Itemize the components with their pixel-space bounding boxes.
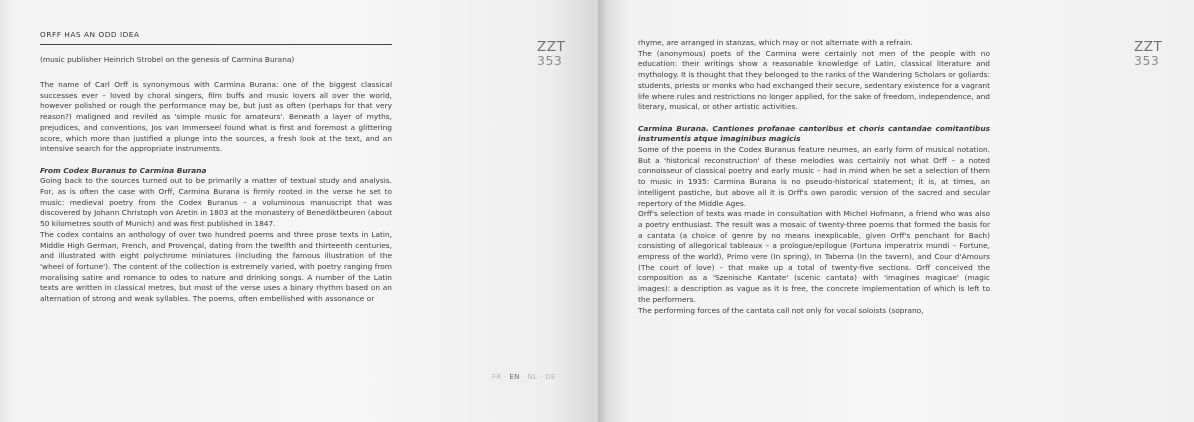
subtitle: (music publisher Heinrich Strobel on the genesis of Carmina Burana) bbox=[40, 55, 295, 64]
paragraph-poets: The (anonymous) poets of the Carmina were certainly not men of the people with no education: their writings show a reasonable knowledge of Latin, classical literature and mythology. It is thought that they belonged to the ranks of the Wandering Scholars or goliards: students, priests or monks who had exchanged their secure, sedentary existence for a vagrant life where rules and restrictions no longer applied, for the sake of freedom, independence, and literary, musical, or other artistic activities. bbox=[638, 48, 990, 112]
right-page bbox=[598, 0, 1194, 422]
catalog-label bbox=[1134, 40, 1162, 68]
lang-separator: - bbox=[537, 373, 546, 381]
lang-separator: - bbox=[501, 373, 510, 381]
paragraph-performing-forces: The performing forces of the cantata call not only for vocal soloists (soprano, bbox=[638, 305, 924, 315]
paragraph-sources: Going back to the sources turned out to be primarily a matter of textual study and analysis. For, as is often the case with Orff, Carmina Burana is firmly rooted in the verse he set to music: medieval poetry from the Codex Buranus – a voluminous manuscript that was discovered by Johann Christoph von Aretin in 1803 at the monastery of Benediktbeuren (about 50 kilometres south of Munich) and was first published in 1847. bbox=[40, 176, 392, 229]
heading-codex: From Codex Buranus to Carmina Burana bbox=[40, 165, 207, 175]
lang-fr-link[interactable]: FR bbox=[492, 373, 502, 381]
paragraph-selection: Orff's selection of texts was made in consultation with Michel Hofmann, a friend who was also a poetry enthusiast. The result was a mosaic of twenty-three poems that formed the basis for a cantata (a choice of genre by no means inexplicable, given Orff's penchant for Bach) consisting of allegorical tableaux – a prologue/epilogue (Fortuna imperatrix mundi – Fortune, empress of the world), Primo vere (In spring), In Taberna (In the tavern), and Cour d'Amours (The court of love) – that make up a total of twenty-five sections. Orff conceived the composition as a 'Szenische Kantate' (scenic cantata) with 'imagines magicae' (magic images): a description as vague as it is free, the concrete implementation of which is left to the performers. bbox=[638, 209, 990, 304]
left-text-column bbox=[40, 80, 392, 305]
lang-de-link[interactable]: DE bbox=[545, 373, 556, 381]
language-nav bbox=[492, 373, 556, 381]
catalog-label bbox=[537, 40, 565, 68]
right-text-column bbox=[638, 38, 990, 316]
intro-paragraph: The name of Carl Orff is synonymous with Carmina Burana: one of the biggest classical successes ever – loved by choral singers, film buffs and music lovers all over the world, however polished or rough the performance may be, but just as often (perhaps for that very reason?) maligned and reviled as 'simple music for amateurs'. Beneath a layer of myths, prejudices, and conventions, Jos van Immerseel found what is first and foremost a glittering score, which more than justified a plunge into the sources, a fresh look at the text, and an intensive search for the appropriate instruments. bbox=[40, 80, 392, 154]
catalog-number: 353 bbox=[537, 53, 563, 68]
paragraph-codex-contents: The codex contains an anthology of over two hundred poems and three prose texts in Latin, Middle High German, French, and Provençal, dating from the twelfth and thirteenth centuries, and illustrated with eight polychrome miniatures (including the famous illustration of the 'wheel of fortune'). The content of the collection is extremely varied, with poetry ranging from moralising satire and romance to odes to nature and drinking songs. A number of the Latin texts are written in classical metres, but most of the verse uses a binary rhythm based on an alternation of strong and weak syllables. The poems, often embellished with assonance or bbox=[40, 229, 392, 304]
lang-en-link[interactable]: EN bbox=[509, 373, 520, 381]
catalog-number: 353 bbox=[1134, 53, 1160, 68]
paragraph-rhyme: rhyme, are arranged in stanzas, which may or not alternate with a refrain. bbox=[638, 38, 913, 47]
catalog-zzt: ZZT bbox=[537, 39, 566, 55]
section-title: ORFF HAS AN ODD IDEA bbox=[40, 30, 392, 45]
heading-cantiones: Carmina Burana. Cantiones profanae cantoribus et choris cantandae comitantibus instrumentis atque imaginibus magicis bbox=[638, 123, 990, 144]
lang-separator: - bbox=[519, 373, 528, 381]
paragraph-neumes: Some of the poems in the Codex Buranus feature neumes, an early form of musical notation. But a 'historical reconstruction' of these melodies was certainly not what Orff – a noted connoisseur of classical poetry and early music – had in mind when he set a selection of them to music in 1935: Carmina Burana is no pseudo-historical statement; it is, at times, an intelligent pastiche, but above all it is Orff's own parodic version of the sacred and secular repertory of the Middle Ages. bbox=[638, 145, 990, 208]
lang-nl-link[interactable]: NL bbox=[527, 373, 538, 381]
catalog-zzt: ZZT bbox=[1134, 39, 1163, 55]
